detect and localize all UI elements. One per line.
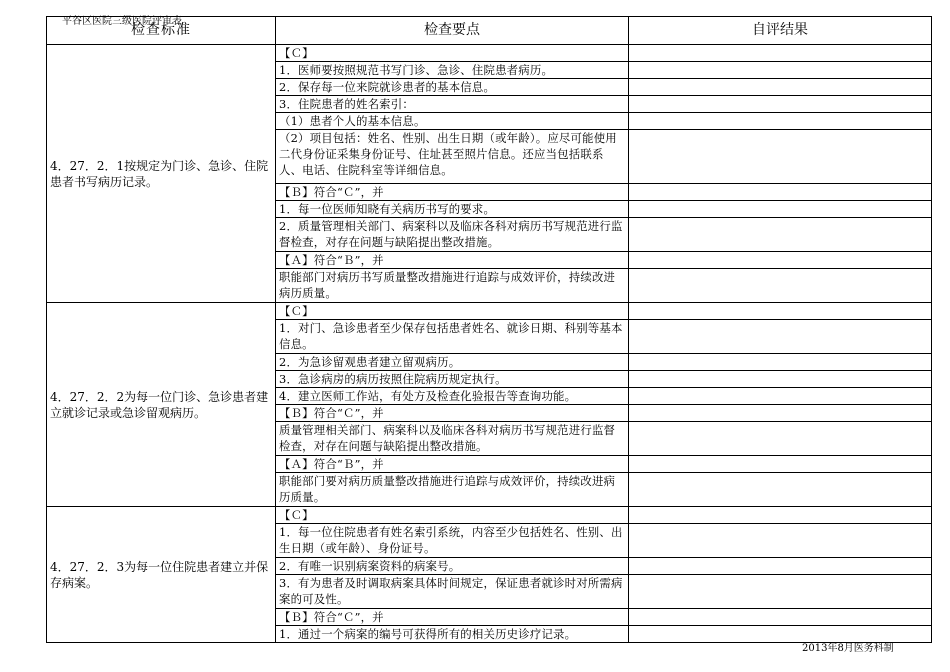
self-evaluation-cell[interactable]	[629, 130, 932, 184]
self-evaluation-cell[interactable]	[629, 626, 932, 643]
check-point-cell: 【Ｂ】符合“Ｃ”，并	[276, 184, 629, 201]
check-point-cell: 【Ｂ】符合“Ｃ”，并	[276, 609, 629, 626]
self-evaluation-cell[interactable]	[629, 184, 932, 201]
self-evaluation-cell[interactable]	[629, 575, 932, 609]
header-standard: 检查标准	[47, 17, 276, 45]
table-row	[47, 45, 932, 62]
self-evaluation-cell[interactable]	[629, 79, 932, 96]
check-point-cell: 【Ａ】符合“Ｂ”，并	[276, 252, 629, 269]
check-point-cell: 1．对门、急诊患者至少保存包括患者姓名、就诊日期、科别等基本信息。	[276, 320, 629, 354]
self-evaluation-cell[interactable]	[629, 113, 932, 130]
check-point-cell: 4．建立医师工作站，有处方及检查化验报告等查询功能。	[276, 388, 629, 405]
evaluation-table	[46, 16, 932, 643]
self-evaluation-cell[interactable]	[629, 201, 932, 218]
table-body	[47, 45, 932, 643]
check-point-cell: 3．住院患者的姓名索引：	[276, 96, 629, 113]
self-evaluation-cell[interactable]	[629, 388, 932, 405]
footer-note: 2013年8月医务科制	[802, 643, 894, 654]
check-point-cell: 质量管理相关部门、病案科以及临床各科对病历书写规范进行监督检查，对存在问题与缺陷提出整改措施。	[276, 422, 629, 456]
check-point-cell: 2．保存每一位来院就诊患者的基本信息。	[276, 79, 629, 96]
standard-cell: 4．27．2．2为每一位门诊、急诊患者建立就诊记录或急诊留观病历。	[47, 303, 276, 507]
self-evaluation-cell[interactable]	[629, 456, 932, 473]
table-row	[47, 303, 932, 320]
check-point-cell: 1．医师要按照规范书写门诊、急诊、住院患者病历。	[276, 62, 629, 79]
self-evaluation-cell[interactable]	[629, 473, 932, 507]
check-point-cell: 职能部门要对病历质量整改措施进行追踪与成效评价，持续改进病历质量。	[276, 473, 629, 507]
self-evaluation-cell[interactable]	[629, 269, 932, 303]
check-point-cell: 【Ｂ】符合“Ｃ”，并	[276, 405, 629, 422]
header-points: 检查要点	[276, 17, 629, 45]
self-evaluation-cell[interactable]	[629, 422, 932, 456]
self-evaluation-cell[interactable]	[629, 320, 932, 354]
self-evaluation-cell[interactable]	[629, 62, 932, 79]
self-evaluation-cell[interactable]	[629, 354, 932, 371]
check-point-cell: 2．为急诊留观患者建立留观病历。	[276, 354, 629, 371]
self-evaluation-cell[interactable]	[629, 96, 932, 113]
document-title: 平谷区医院三级医院评审表	[62, 16, 182, 27]
self-evaluation-cell[interactable]	[629, 507, 932, 524]
check-point-cell: 1．通过一个病案的编号可获得所有的相关历史诊疗记录。	[276, 626, 629, 643]
check-point-cell: 职能部门对病历书写质量整改措施进行追踪与成效评价，持续改进病历质量。	[276, 269, 629, 303]
check-point-cell: 1．每一位住院患者有姓名索引系统，内容至少包括姓名、性别、出生日期（或年龄）、身份证号。	[276, 524, 629, 558]
self-evaluation-cell[interactable]	[629, 252, 932, 269]
table-row	[47, 507, 932, 524]
check-point-cell: 【Ａ】符合“Ｂ”，并	[276, 456, 629, 473]
self-evaluation-cell[interactable]	[629, 609, 932, 626]
self-evaluation-cell[interactable]	[629, 371, 932, 388]
check-point-cell: 3．有为患者及时调取病案具体时间规定，保证患者就诊时对所需病案的可及性。	[276, 575, 629, 609]
header-result: 自评结果	[629, 17, 932, 45]
self-evaluation-cell[interactable]	[629, 303, 932, 320]
self-evaluation-cell[interactable]	[629, 45, 932, 62]
self-evaluation-cell[interactable]	[629, 524, 932, 558]
check-point-cell: （1）患者个人的基本信息。	[276, 113, 629, 130]
standard-cell: 4．27．2．1按规定为门诊、急诊、住院患者书写病历记录。	[47, 45, 276, 303]
check-point-cell: （2）项目包括：姓名、性别、出生日期（或年龄）。应尽可能使用二代身份证采集身份证号、住址甚至照片信息。还应当包括联系人、电话、住院科室等详细信息。	[276, 130, 629, 184]
check-point-cell: 【Ｃ】	[276, 45, 629, 62]
self-evaluation-cell[interactable]	[629, 218, 932, 252]
check-point-cell: 【Ｃ】	[276, 303, 629, 320]
self-evaluation-cell[interactable]	[629, 558, 932, 575]
check-point-cell: 2．质量管理相关部门、病案科以及临床各科对病历书写规范进行监督检查，对存在问题与缺陷提出整改措施。	[276, 218, 629, 252]
standard-cell: 4．27．2．3为每一位住院患者建立并保存病案。	[47, 507, 276, 643]
check-point-cell: 3．急诊病房的病历按照住院病历规定执行。	[276, 371, 629, 388]
check-point-cell: 2．有唯一识别病案资料的病案号。	[276, 558, 629, 575]
self-evaluation-cell[interactable]	[629, 405, 932, 422]
check-point-cell: 1．每一位医师知晓有关病历书写的要求。	[276, 201, 629, 218]
check-point-cell: 【Ｃ】	[276, 507, 629, 524]
